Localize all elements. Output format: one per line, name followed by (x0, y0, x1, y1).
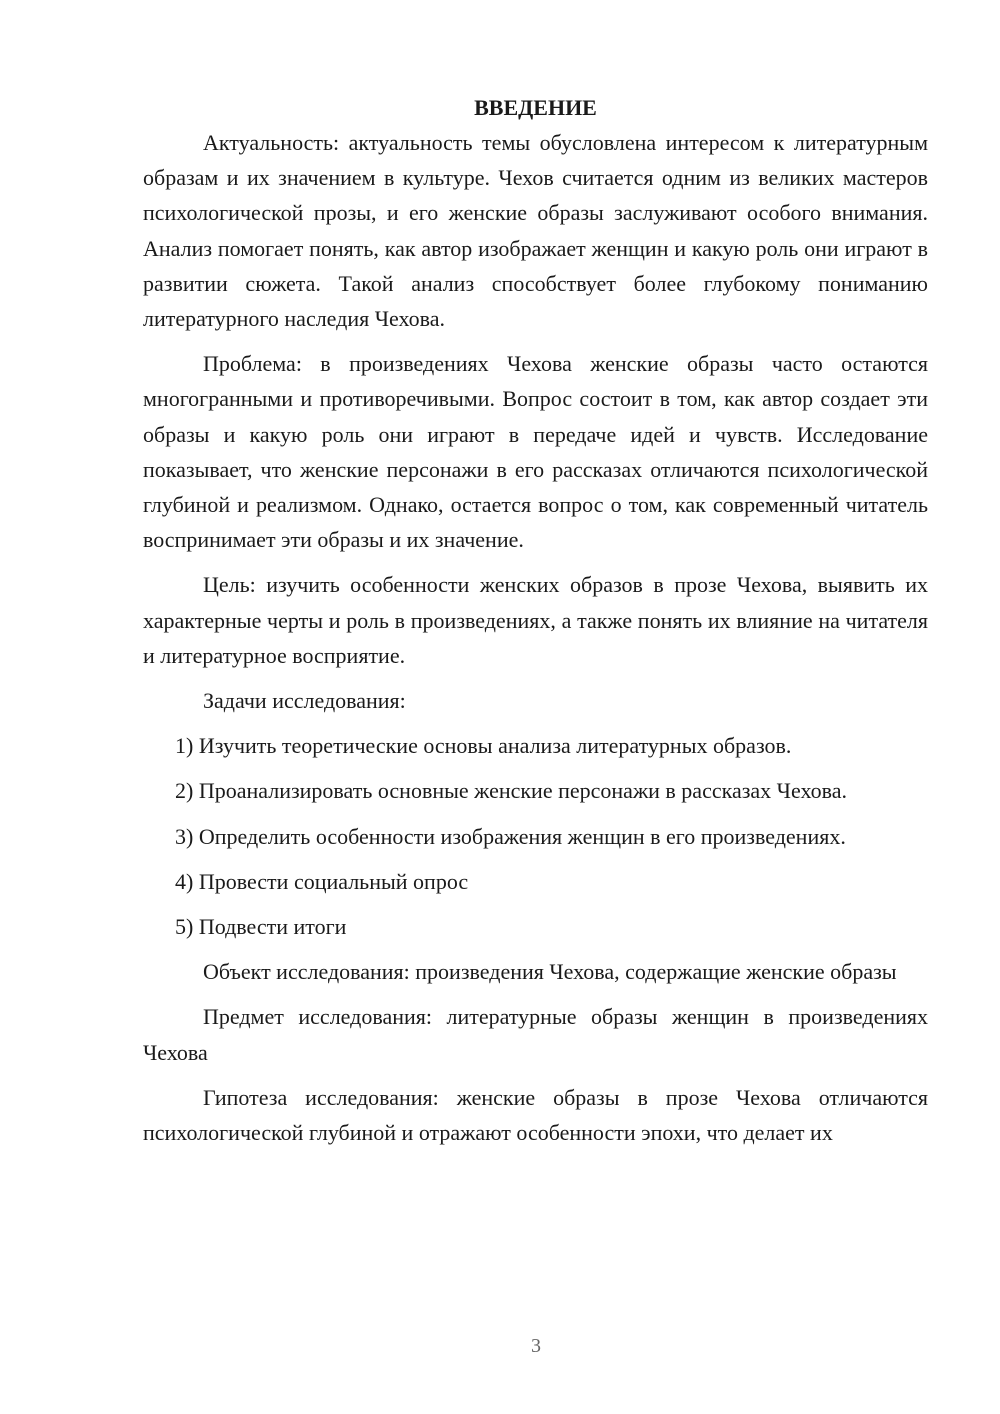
task-item: 5) Подвести итоги (175, 914, 347, 940)
goal-paragraph: Цель: изучить особенности женских образов в прозе Чехова, выявить их характерные черты и роль в произведениях, а также понять их влияние на читателя и литературное восприятие. (143, 572, 928, 668)
page-content (143, 90, 928, 1160)
subject-paragraph: Предмет исследования: литературные образы женщин в произведениях Чехова (143, 1004, 928, 1065)
page-number: 3 (531, 1335, 541, 1357)
task-item: 2) Проанализировать основные женские персонажи в рассказах Чехова. (175, 778, 847, 804)
problem-paragraph: Проблема: в произведениях Чехова женские образы часто остаются многогранными и противоречивыми. Вопрос состоит в том, как автор создает эти образы и какую роль они играют в передаче идей и чувств. Исследование показывает, что женские персонажи в его рассказах отличаются психологической глубиной и реализмом. Однако, остается вопрос о том, как современный читатель воспринимает эти образы и их значение. (143, 351, 928, 553)
task-item: 4) Провести социальный опрос (175, 868, 469, 894)
relevance-paragraph: Актуальность: актуальность темы обусловлена интересом к литературным образам и их значением в культуре. Чехов считается одним из великих мастеров психологической прозы, и его женские образы заслуживают особого внимания. Анализ помогает понять, как автор изображает женщин и какую роль они играют в развитии сюжета. Такой анализ способствует более глубокому пониманию литературного наследия Чехова. (143, 130, 928, 332)
section-heading: ВВЕДЕНИЕ (474, 95, 597, 120)
task-item: 3) Определить особенности изображения женщин в его произведениях. (175, 823, 846, 849)
hypothesis-paragraph: Гипотеза исследования: женские образы в прозе Чехова отличаются психологической глубиной и отражают особенности эпохи, что делает их (143, 1084, 928, 1146)
task-item: 1) Изучить теоретические основы анализа литературных образов. (175, 733, 792, 759)
object-paragraph: Объект исследования: произведения Чехова, содержащие женские образы (203, 959, 897, 985)
tasks-intro: Задачи исследования: (203, 688, 406, 714)
